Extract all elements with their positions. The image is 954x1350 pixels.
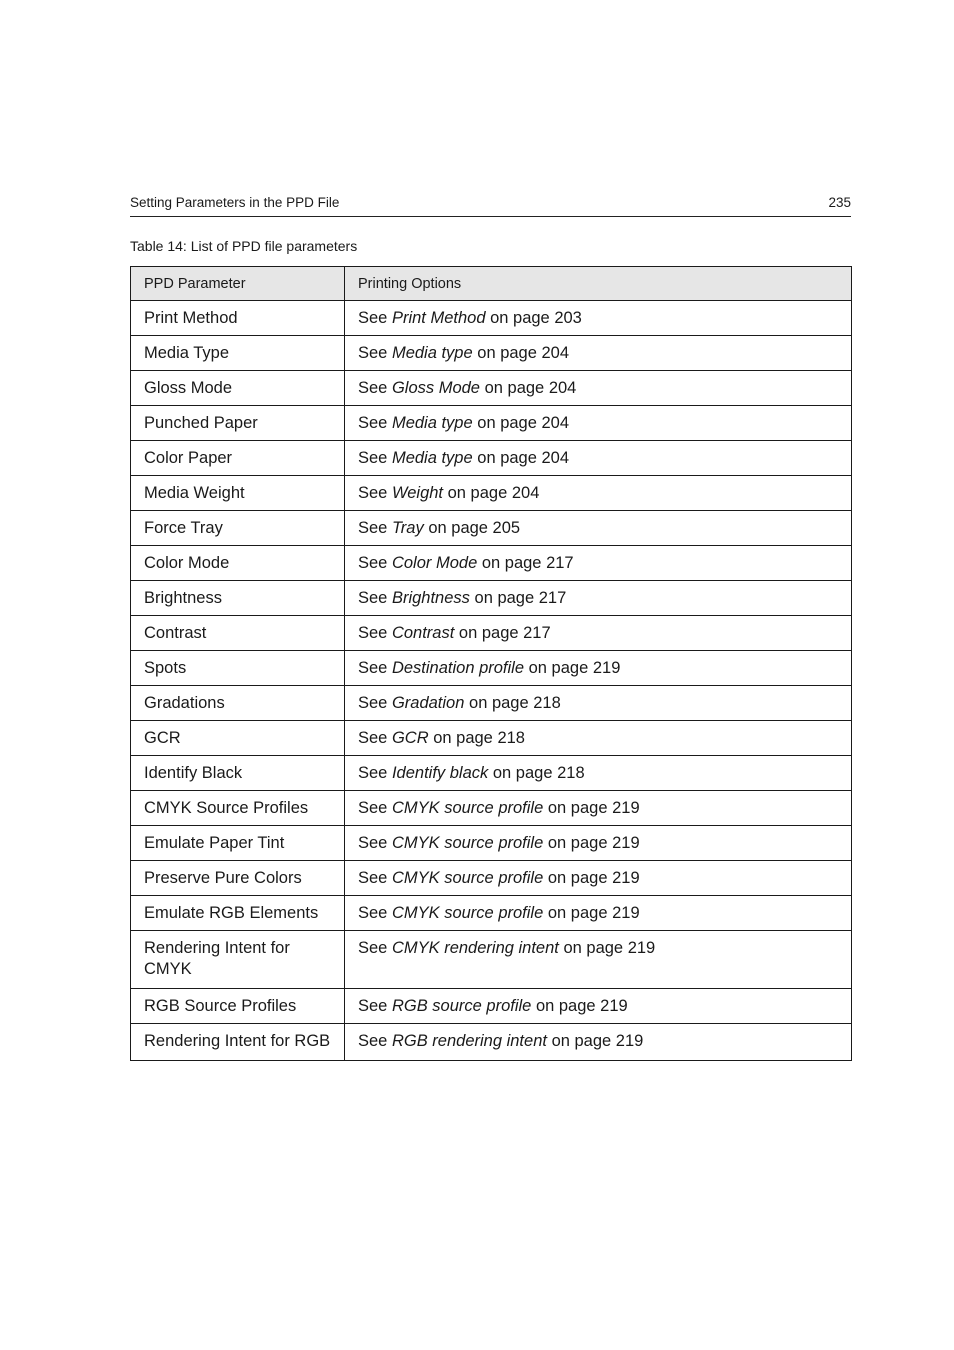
table-row [131, 371, 852, 406]
ppd-parameters-table [130, 266, 852, 1061]
page-reference: on page 217 [458, 624, 551, 642]
see-label: See [358, 589, 388, 607]
cross-reference-title: Brightness [391, 589, 470, 607]
table-row [131, 651, 852, 686]
cross-reference-title: Print Method [391, 309, 486, 327]
cross-reference-title: Tray [391, 519, 424, 537]
see-label: See [358, 904, 388, 922]
table-row [131, 301, 852, 336]
table-row [131, 721, 852, 756]
parameter-cell: GCR [131, 721, 345, 756]
table-row [131, 581, 852, 616]
cross-reference-title: Media type [391, 449, 473, 467]
printing-option-cell [345, 476, 852, 511]
page-reference: on page 217 [474, 589, 567, 607]
see-label: See [358, 309, 388, 327]
cross-reference-title: Identify black [391, 764, 489, 782]
running-header [130, 194, 851, 217]
printing-option-cell [345, 686, 852, 721]
table-row [131, 756, 852, 791]
page-reference: on page 219 [547, 834, 640, 852]
cross-reference-title: Gloss Mode [391, 379, 480, 397]
parameter-cell: Color Paper [131, 441, 345, 476]
parameter-cell: Punched Paper [131, 406, 345, 441]
see-label: See [358, 554, 388, 572]
table-row [131, 616, 852, 651]
see-label: See [358, 729, 388, 747]
column-header-ppd-parameter: PPD Parameter [131, 267, 345, 301]
printing-option-cell [345, 336, 852, 371]
see-label: See [358, 799, 388, 817]
table-row [131, 989, 852, 1024]
cross-reference-title: CMYK rendering intent [391, 939, 559, 957]
printing-option-cell [345, 371, 852, 406]
table-row [131, 896, 852, 931]
parameter-cell: Print Method [131, 301, 345, 336]
see-label: See [358, 484, 388, 502]
table-header-row [131, 267, 852, 301]
cross-reference-title: Media type [391, 414, 473, 432]
cross-reference-title: Gradation [391, 694, 465, 712]
printing-option-cell [345, 931, 852, 989]
see-label: See [358, 764, 388, 782]
page-reference: on page 219 [528, 659, 621, 677]
cross-reference-title: CMYK source profile [391, 869, 544, 887]
printing-option-cell [345, 406, 852, 441]
printing-option-cell [345, 896, 852, 931]
parameter-cell: Spots [131, 651, 345, 686]
see-label: See [358, 414, 388, 432]
table-row [131, 931, 852, 989]
see-label: See [358, 939, 388, 957]
printing-option-cell [345, 581, 852, 616]
parameter-cell: CMYK Source Profiles [131, 791, 345, 826]
table-body [131, 301, 852, 1061]
printing-option-cell [345, 546, 852, 581]
page-reference: on page 219 [563, 939, 656, 957]
page-reference: on page 219 [551, 1032, 644, 1050]
printing-option-cell [345, 861, 852, 896]
see-label: See [358, 997, 388, 1015]
parameter-cell: Emulate Paper Tint [131, 826, 345, 861]
page-reference: on page 218 [433, 729, 525, 747]
see-label: See [358, 869, 388, 887]
cross-reference-title: RGB source profile [391, 997, 532, 1015]
table-row [131, 336, 852, 371]
cross-reference-title: Color Mode [391, 554, 478, 572]
parameter-cell: Media Weight [131, 476, 345, 511]
cross-reference-title: Media type [391, 344, 473, 362]
parameter-cell: Color Mode [131, 546, 345, 581]
cross-reference-title: Contrast [391, 624, 455, 642]
printing-option-cell [345, 616, 852, 651]
see-label: See [358, 1032, 388, 1050]
printing-option-cell [345, 301, 852, 336]
parameter-cell: Gradations [131, 686, 345, 721]
parameter-cell: Contrast [131, 616, 345, 651]
see-label: See [358, 449, 388, 467]
table-row [131, 791, 852, 826]
column-header-printing-options: Printing Options [345, 267, 852, 301]
table-row [131, 441, 852, 476]
parameter-cell: Rendering Intent for RGB [131, 1024, 345, 1061]
section-title: Setting Parameters in the PPD File [130, 195, 340, 210]
cross-reference-title: CMYK source profile [391, 834, 544, 852]
cross-reference-title: Destination profile [391, 659, 525, 677]
cross-reference-title: GCR [391, 729, 429, 747]
page-reference: on page 203 [490, 309, 582, 327]
see-label: See [358, 624, 388, 642]
table-row [131, 546, 852, 581]
see-label: See [358, 659, 388, 677]
table-row [131, 686, 852, 721]
page-reference: on page 204 [484, 379, 577, 397]
table-row [131, 511, 852, 546]
printing-option-cell [345, 756, 852, 791]
page-reference: on page 219 [547, 869, 640, 887]
page-reference: on page 204 [447, 484, 540, 502]
parameter-cell: RGB Source Profiles [131, 989, 345, 1024]
printing-option-cell [345, 1024, 852, 1061]
table-row [131, 826, 852, 861]
page-reference: on page 205 [428, 519, 521, 537]
see-label: See [358, 834, 388, 852]
parameter-cell: Rendering Intent for CMYK [131, 931, 345, 989]
table-row [131, 476, 852, 511]
page-reference: on page 219 [547, 799, 640, 817]
parameter-cell: Media Type [131, 336, 345, 371]
page-reference: on page 218 [492, 764, 585, 782]
printing-option-cell [345, 989, 852, 1024]
parameter-cell: Brightness [131, 581, 345, 616]
page-reference: on page 218 [469, 694, 561, 712]
cross-reference-title: Weight [391, 484, 444, 502]
printing-option-cell [345, 651, 852, 686]
see-label: See [358, 379, 388, 397]
parameter-cell: Force Tray [131, 511, 345, 546]
printing-option-cell [345, 791, 852, 826]
printing-option-cell [345, 511, 852, 546]
table-row [131, 406, 852, 441]
parameter-cell: Gloss Mode [131, 371, 345, 406]
printing-option-cell [345, 721, 852, 756]
parameter-cell: Preserve Pure Colors [131, 861, 345, 896]
see-label: See [358, 344, 388, 362]
see-label: See [358, 694, 388, 712]
page-reference: on page 204 [477, 414, 570, 432]
page-reference: on page 219 [547, 904, 640, 922]
page-reference: on page 219 [535, 997, 628, 1015]
table-caption: Table 14: List of PPD file parameters [130, 238, 358, 254]
see-label: See [358, 519, 388, 537]
page-reference: on page 217 [481, 554, 574, 572]
page-reference: on page 204 [477, 449, 570, 467]
printing-option-cell [345, 441, 852, 476]
cross-reference-title: RGB rendering intent [391, 1032, 547, 1050]
page-number: 235 [828, 195, 851, 210]
cross-reference-title: CMYK source profile [391, 799, 544, 817]
page-reference: on page 204 [477, 344, 570, 362]
table-row [131, 861, 852, 896]
parameter-cell: Emulate RGB Elements [131, 896, 345, 931]
printing-option-cell [345, 826, 852, 861]
cross-reference-title: CMYK source profile [391, 904, 544, 922]
table-row [131, 1024, 852, 1061]
parameter-cell: Identify Black [131, 756, 345, 791]
